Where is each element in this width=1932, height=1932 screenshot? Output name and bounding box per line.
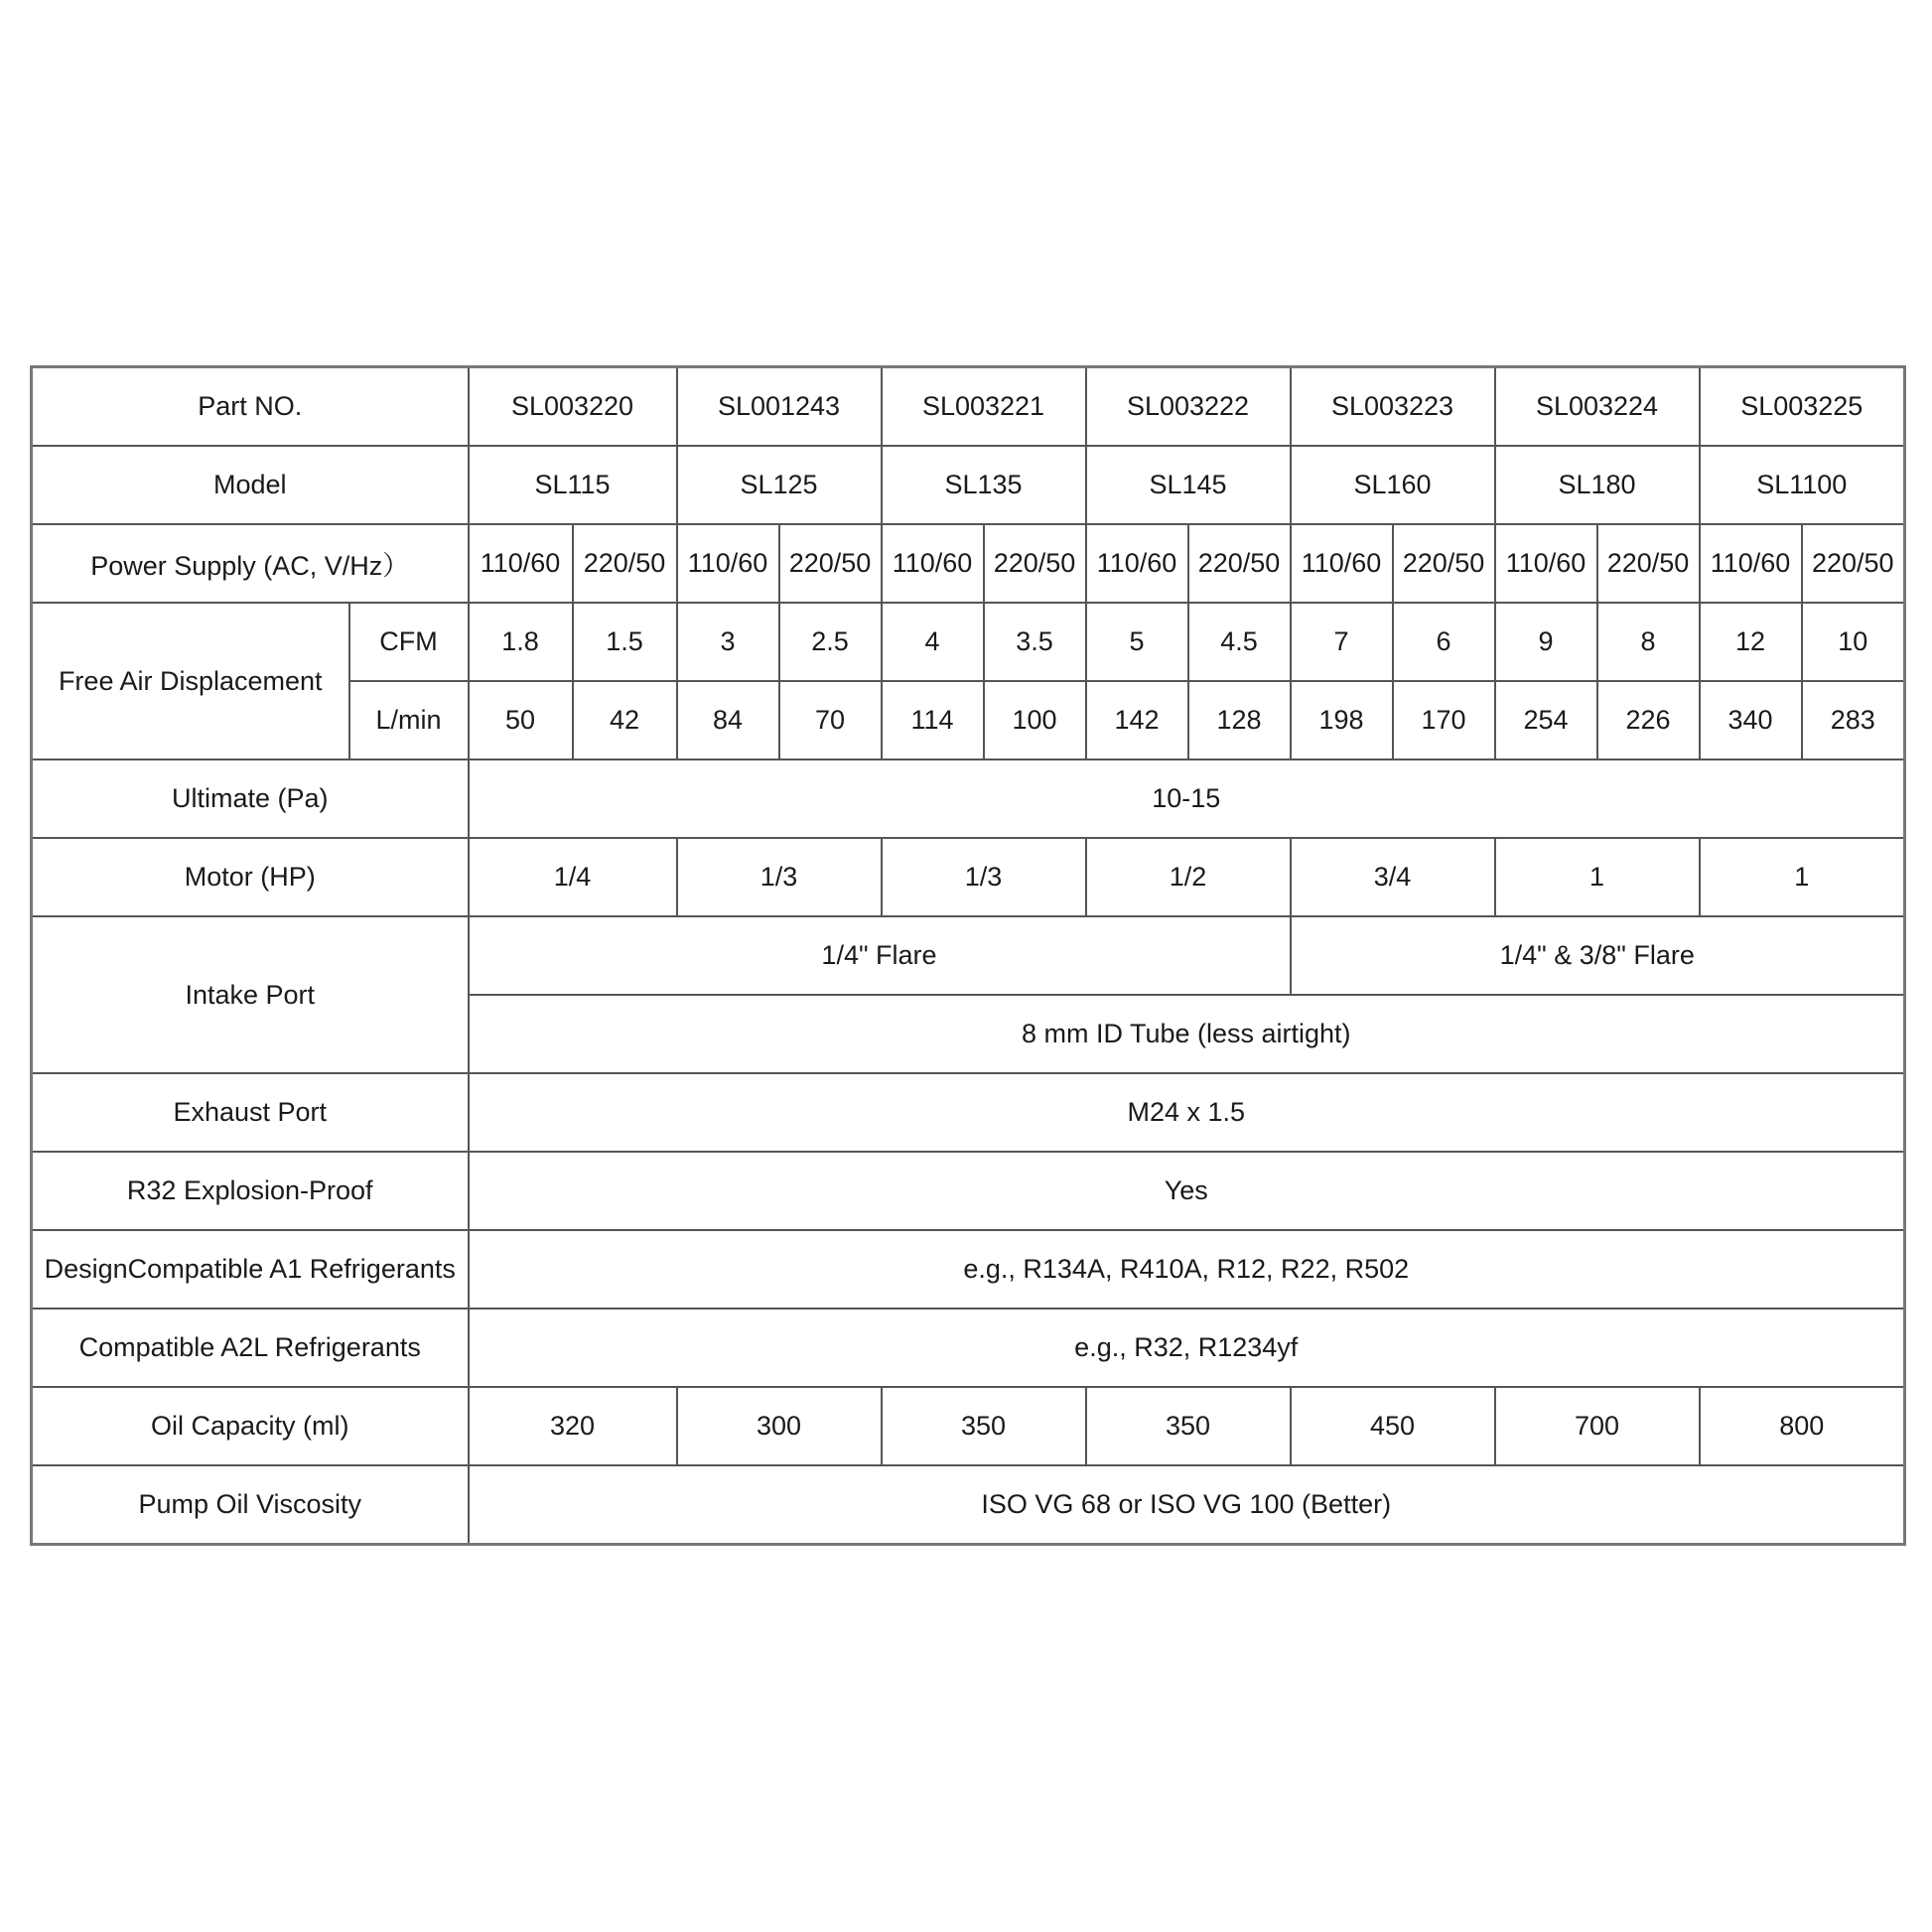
exhaust-label: Exhaust Port [32,1073,469,1152]
viscosity-label: Pump Oil Viscosity [32,1465,469,1545]
oil-capacity-value: 450 [1291,1387,1495,1465]
row-viscosity [32,1465,1905,1545]
intake-flare-large: 1/4" & 3/8" Flare [1291,916,1905,995]
lmin-unit-label: L/min [349,681,469,759]
a2l-value: e.g., R32, R1234yf [469,1309,1905,1387]
model-value: SL135 [882,446,1086,524]
part-no-value: SL003220 [469,367,677,447]
power-supply-value: 110/60 [469,524,573,603]
power-supply-value: 110/60 [677,524,779,603]
power-supply-value: 220/50 [1597,524,1700,603]
lmin-value: 340 [1700,681,1802,759]
cfm-value: 3 [677,603,779,681]
cfm-value: 9 [1495,603,1597,681]
cfm-value: 6 [1393,603,1495,681]
cfm-value: 2.5 [779,603,882,681]
power-supply-value: 110/60 [1700,524,1802,603]
viscosity-value: ISO VG 68 or ISO VG 100 (Better) [469,1465,1905,1545]
r32-label: R32 Explosion-Proof [32,1152,469,1230]
model-label: Model [32,446,469,524]
row-part-no [32,367,1905,447]
r32-value: Yes [469,1152,1905,1230]
power-supply-value: 110/60 [1495,524,1597,603]
row-a1 [32,1230,1905,1309]
power-supply-value: 220/50 [984,524,1086,603]
motor-value: 1/4 [469,838,677,916]
oil-capacity-value: 300 [677,1387,882,1465]
oil-capacity-value: 350 [1086,1387,1291,1465]
part-no-label: Part NO. [32,367,469,447]
lmin-value: 170 [1393,681,1495,759]
model-value: SL160 [1291,446,1495,524]
row-motor [32,838,1905,916]
power-supply-value: 220/50 [1802,524,1905,603]
lmin-value: 70 [779,681,882,759]
row-power-supply [32,524,1905,603]
a1-label: DesignCompatible A1 Refrigerants [32,1230,469,1309]
lmin-value: 114 [882,681,984,759]
motor-value: 1/3 [677,838,882,916]
intake-tube: 8 mm ID Tube (less airtight) [469,995,1905,1073]
oil-capacity-value: 700 [1495,1387,1700,1465]
lmin-value: 226 [1597,681,1700,759]
oil-capacity-value: 350 [882,1387,1086,1465]
motor-value: 1/2 [1086,838,1291,916]
cfm-value: 3.5 [984,603,1086,681]
model-value: SL1100 [1700,446,1905,524]
row-intake-flare [32,916,1905,995]
oil-capacity-value: 800 [1700,1387,1905,1465]
lmin-value: 100 [984,681,1086,759]
power-supply-value: 220/50 [573,524,677,603]
free-air-label: Free Air Displacement [32,603,349,759]
row-model [32,446,1905,524]
power-supply-value: 220/50 [1393,524,1495,603]
row-exhaust [32,1073,1905,1152]
ultimate-value: 10-15 [469,759,1905,838]
oil-capacity-value: 320 [469,1387,677,1465]
part-no-value: SL003222 [1086,367,1291,447]
model-value: SL125 [677,446,882,524]
model-value: SL180 [1495,446,1700,524]
lmin-value: 84 [677,681,779,759]
part-no-value: SL003221 [882,367,1086,447]
cfm-value: 5 [1086,603,1188,681]
power-supply-label: Power Supply (AC, V/Hz） [32,524,469,603]
motor-value: 1 [1495,838,1700,916]
lmin-value: 128 [1188,681,1291,759]
motor-value: 3/4 [1291,838,1495,916]
a1-value: e.g., R134A, R410A, R12, R22, R502 [469,1230,1905,1309]
power-supply-value: 110/60 [882,524,984,603]
part-no-value: SL003224 [1495,367,1700,447]
cfm-value: 4 [882,603,984,681]
cfm-value: 12 [1700,603,1802,681]
cfm-value: 1.8 [469,603,573,681]
lmin-value: 198 [1291,681,1393,759]
ultimate-label: Ultimate (Pa) [32,759,469,838]
cfm-value: 7 [1291,603,1393,681]
row-oil-capacity [32,1387,1905,1465]
cfm-value: 4.5 [1188,603,1291,681]
intake-label: Intake Port [32,916,469,1073]
lmin-value: 42 [573,681,677,759]
motor-value: 1/3 [882,838,1086,916]
motor-label: Motor (HP) [32,838,469,916]
motor-value: 1 [1700,838,1905,916]
row-r32 [32,1152,1905,1230]
cfm-value: 1.5 [573,603,677,681]
part-no-value: SL003225 [1700,367,1905,447]
power-supply-value: 220/50 [1188,524,1291,603]
part-no-value: SL003223 [1291,367,1495,447]
a2l-label: Compatible A2L Refrigerants [32,1309,469,1387]
oil-capacity-label: Oil Capacity (ml) [32,1387,469,1465]
specification-table [30,365,1906,1546]
part-no-value: SL001243 [677,367,882,447]
model-value: SL145 [1086,446,1291,524]
lmin-value: 254 [1495,681,1597,759]
power-supply-value: 220/50 [779,524,882,603]
cfm-unit-label: CFM [349,603,469,681]
exhaust-value: M24 x 1.5 [469,1073,1905,1152]
lmin-value: 142 [1086,681,1188,759]
lmin-value: 50 [469,681,573,759]
row-a2l [32,1309,1905,1387]
cfm-value: 10 [1802,603,1905,681]
power-supply-value: 110/60 [1086,524,1188,603]
lmin-value: 283 [1802,681,1905,759]
cfm-value: 8 [1597,603,1700,681]
model-value: SL115 [469,446,677,524]
row-free-air-cfm [32,603,1905,681]
row-ultimate [32,759,1905,838]
intake-flare-small: 1/4" Flare [469,916,1291,995]
power-supply-value: 110/60 [1291,524,1393,603]
